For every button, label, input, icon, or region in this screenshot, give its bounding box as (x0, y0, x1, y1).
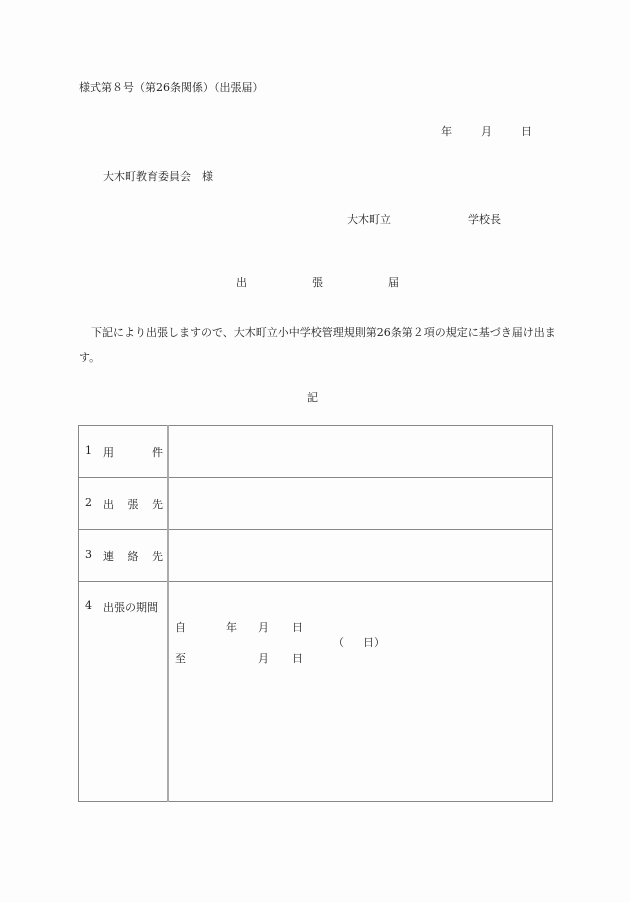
date-year-label: 年 (441, 125, 452, 138)
contact-label-cell (79, 530, 169, 582)
label-char: 出 (103, 497, 114, 511)
from-day-label: 日 (292, 621, 303, 634)
sender (347, 213, 501, 227)
from-prefix: 自 (175, 621, 186, 634)
table-row-destination (79, 478, 553, 530)
purpose-field[interactable] (168, 426, 553, 478)
days-open-paren: （ (333, 636, 344, 649)
row-number: 1 (85, 443, 92, 457)
period-label-cell (79, 582, 169, 802)
date-month-label: 月 (481, 125, 492, 138)
label-char: 用 (103, 445, 114, 459)
ki-heading: 記 (307, 391, 318, 404)
sender-school-prefix: 大木町立 (347, 213, 391, 226)
title-char: 張 (312, 276, 323, 289)
details-table (78, 425, 553, 802)
days-unit-label: 日） (363, 636, 385, 649)
to-prefix: 至 (175, 652, 186, 665)
title-char: 届 (388, 276, 399, 289)
period-label: 出張の期間 (103, 601, 158, 614)
title-char: 出 (236, 276, 247, 289)
addressee: 大木町教育委員会 様 (103, 170, 213, 183)
from-month-label: 月 (258, 621, 269, 634)
destination-label-cell (79, 478, 169, 530)
sender-principal-label: 学校長 (468, 213, 501, 226)
label-char: 件 (152, 445, 163, 459)
contact-field[interactable] (168, 530, 553, 582)
document-title (236, 276, 399, 290)
table-row-period (79, 582, 553, 802)
label-char: 連 (103, 549, 114, 563)
form-number: 様式第８号（第26条関係）（出張届） (79, 81, 264, 94)
table-row-contact (79, 530, 553, 582)
label-char: 先 (152, 497, 163, 511)
label-char: 先 (152, 549, 163, 563)
label-char: 張 (127, 497, 139, 511)
submission-date (441, 125, 532, 139)
from-year-label: 年 (226, 621, 237, 634)
to-day-label: 日 (292, 652, 303, 665)
table-row-purpose (79, 426, 553, 478)
to-month-label: 月 (258, 652, 269, 665)
body-text: 下記により出張しますので、大木町立小中学校管理規則第26条第２項の規定に基づき届け出ます。 (79, 326, 556, 364)
row-number: 3 (85, 547, 92, 561)
period-field[interactable] (168, 582, 553, 802)
label-char: 絡 (127, 549, 139, 563)
purpose-label-cell (79, 426, 169, 478)
destination-field[interactable] (168, 478, 553, 530)
row-number: 4 (85, 599, 92, 612)
row-number: 2 (85, 495, 92, 509)
date-day-label: 日 (521, 125, 532, 138)
